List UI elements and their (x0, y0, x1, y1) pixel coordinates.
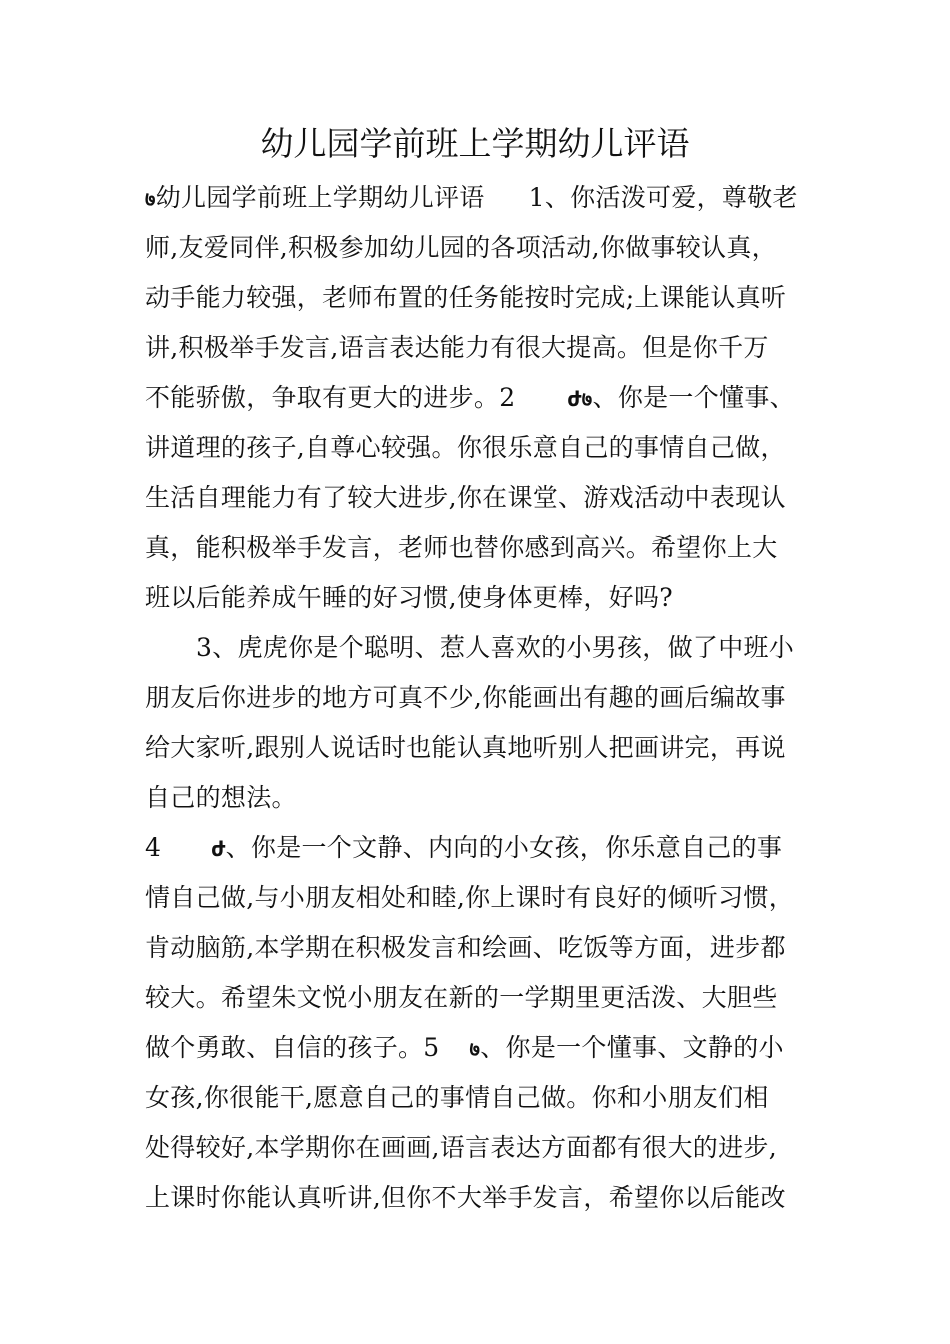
garbled-glyph: ७ (469, 1037, 481, 1061)
document-title: 幼儿园学前班上学期幼儿评语 (260, 124, 690, 163)
text-line: 生活自理能力有了较大进步,你在课堂、游戏活动中表现认 (145, 483, 786, 512)
text-segment: 不能骄傲，争取有更大的进步。2 (145, 383, 516, 412)
text-segment: 4 (145, 833, 162, 862)
text-line: 师,友爱同伴,积极参加幼儿园的各项活动,你做事较认真， (145, 233, 777, 262)
text-line: 班以后能养成午睡的好习惯,使身体更棒，好吗? (145, 583, 673, 612)
text-line: 较大。希望朱文悦小朋友在新的一学期里更活泼、大胆些 (145, 983, 778, 1012)
text-line: 讲道理的孩子,自尊心较强。你很乐意自己的事情自己做， (145, 433, 786, 462)
text-line (145, 830, 782, 866)
text-segment: 、你是一个文静、内向的小女孩，你乐意自己的事 (225, 833, 783, 862)
text-line: 自己的想法。 (145, 783, 297, 812)
text-line: 动手能力较强，老师布置的任务能按时完成;上课能认真听 (145, 283, 787, 312)
garbled-glyph: ७ (145, 187, 156, 211)
text-segment: 、你是一个懂事、 (592, 383, 795, 412)
text-line: 真，能积极举手发言，老师也替你感到高兴。希望你上大 (145, 533, 778, 562)
text-line: 上课时你能认真听讲,但你不大举手发言，希望你以后能改 (145, 1183, 786, 1212)
text-segment: 1、你活泼可爱，尊敬老 (528, 183, 798, 212)
text-line: 讲,积极举手发言,语言表达能力有很大提高。但是你千万 (145, 333, 769, 362)
text-segment: 、你是一个懂事、文静的小 (480, 1033, 784, 1062)
text-line: 给大家听,跟别人说话时也能认真地听别人把画讲完，再说 (145, 733, 786, 762)
text-segment: 做个勇敢、自信的孩子。5 (145, 1033, 440, 1062)
text-line: 朋友后你进步的地方可真不少,你能画出有趣的画后编故事 (145, 683, 786, 712)
text-line (145, 180, 798, 216)
garbled-glyph: ժ (211, 837, 226, 861)
text-line: 处得较好,本学期你在画画,语言表达方面都有很大的进步, (145, 1133, 777, 1162)
text-segment: 幼儿园学前班上学期幼儿评语 (155, 183, 485, 212)
text-line: 情自己做,与小朋友相处和睦,你上课时有良好的倾听习惯， (145, 883, 794, 912)
text-line (145, 380, 795, 416)
text-line: 3、虎虎你是个聪明、惹人喜欢的小男孩，做了中班小 (196, 633, 795, 662)
text-line: 肯动脑筋,本学期在积极发言和绘画、吃饭等方面，进步都 (145, 933, 786, 962)
text-line: 女孩,你很能干,愿意自己的事情自己做。你和小朋友们相 (145, 1083, 769, 1112)
garbled-glyph: ժ७ (567, 387, 593, 411)
text-line (145, 1030, 784, 1066)
